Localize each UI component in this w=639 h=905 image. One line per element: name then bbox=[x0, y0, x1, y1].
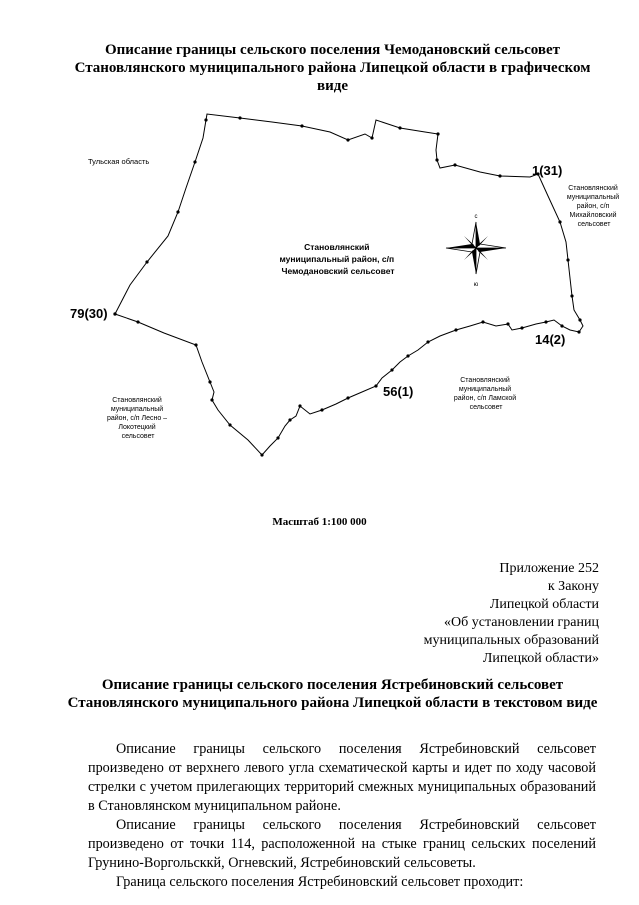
boundary-vertex bbox=[113, 312, 116, 315]
boundary-vertex bbox=[390, 368, 393, 371]
boundary-vertex bbox=[426, 340, 429, 343]
boundary-vertex bbox=[506, 322, 509, 325]
boundary-vertex bbox=[193, 160, 196, 163]
boundary-vertex bbox=[288, 418, 291, 421]
boundary-vertex bbox=[454, 328, 457, 331]
appendix-line: Приложение 252 bbox=[499, 561, 599, 576]
description-body bbox=[88, 740, 596, 892]
compass-south-label: ю bbox=[473, 282, 479, 288]
region-label-tula: Тульская область bbox=[88, 157, 150, 166]
appendix-line: Липецкой области» bbox=[482, 651, 599, 666]
text-description-title: Описание границы сельского поселения Ястребиновский сельсовет Становлянского муниципального района Липецкой области в текстовом виде bbox=[67, 677, 598, 711]
boundary-vertex bbox=[346, 138, 349, 141]
appendix-line: муниципальных образований bbox=[423, 633, 599, 648]
center-region-label: Становлянский муниципальный район, с/п Чемодановский сельсовет bbox=[279, 242, 395, 276]
appendix-line: Липецкой области bbox=[489, 597, 599, 612]
boundary-vertex bbox=[578, 318, 581, 321]
boundary-vertex bbox=[453, 163, 456, 166]
point-label-1: 1(31) bbox=[532, 163, 563, 178]
boundary-vertex bbox=[436, 132, 439, 135]
boundary-vertex bbox=[481, 320, 484, 323]
boundary-vertex bbox=[204, 118, 207, 121]
neighbor-label-lamskoy: Становлянский муниципальный район, с/п Ламской сельсовет bbox=[453, 377, 517, 411]
paragraph: Описание границы сельского поселения Ястребиновский сельсовет произведено от точки 114, расположенной на стыке границ сельских поселений Грунино-Воргольсккй, Огневский, Ястребиновский сельсоветы. bbox=[88, 817, 596, 871]
boundary-vertex bbox=[544, 320, 547, 323]
boundary-vertex bbox=[145, 260, 148, 263]
paragraph: Граница сельского поселения Ястребиновский сельсовет проходит: bbox=[116, 874, 524, 890]
appendix-reference bbox=[339, 560, 599, 668]
point-label-14: 14(2) bbox=[535, 332, 566, 347]
boundary-vertex bbox=[558, 220, 561, 223]
boundary-vertex bbox=[498, 174, 501, 177]
boundary-vertex bbox=[560, 324, 563, 327]
appendix-line: к Закону bbox=[547, 579, 599, 594]
compass-north-label: с bbox=[474, 214, 478, 220]
boundary-vertex bbox=[520, 326, 523, 329]
boundary-vertex bbox=[194, 343, 197, 346]
boundary-vertex bbox=[228, 423, 231, 426]
boundary-vertex bbox=[260, 453, 263, 456]
map-title: Описание границы сельского поселения Чемодановский сельсовет Становлянского муниципального района Липецкой области в графическом виде bbox=[74, 42, 591, 94]
boundary-vertex bbox=[577, 330, 580, 333]
boundary-vertex bbox=[300, 124, 303, 127]
boundary-vertex bbox=[374, 384, 377, 387]
boundary-vertex bbox=[276, 436, 279, 439]
point-label-79: 79(30) bbox=[70, 306, 108, 321]
point-label-56: 56(1) bbox=[383, 384, 414, 399]
boundary-vertex bbox=[298, 404, 301, 407]
boundary-vertex bbox=[210, 398, 213, 401]
boundary-vertex bbox=[208, 380, 211, 383]
paragraph: Описание границы сельского поселения Ястребиновский сельсовет произведено от верхнего левого угла схематической карты и идет по ходу часовой стрелки с учетом прилегающих территорий смежных муниципальных образований в Становлянском муниципальном районе. bbox=[88, 741, 596, 814]
boundary-vertex bbox=[406, 354, 409, 357]
boundary-vertex bbox=[176, 210, 179, 213]
boundary-vertex bbox=[570, 294, 573, 297]
boundary-line bbox=[115, 114, 583, 455]
neighbor-label-mikhaylovsky: Становлянский муниципальный район, с/п Михайловский сельсовет bbox=[566, 185, 620, 228]
appendix-line: «Об установлении границ bbox=[444, 615, 599, 630]
boundary-vertex bbox=[398, 126, 401, 129]
boundary-vertex bbox=[435, 158, 438, 161]
compass-rose-icon bbox=[446, 214, 506, 288]
boundary-vertices bbox=[113, 116, 581, 456]
neighbor-label-lesno-lokotetsky: Становлянский муниципальный район, с/п Лесно – Локотецкий сельсовет bbox=[106, 397, 168, 440]
boundary-vertex bbox=[370, 136, 373, 139]
boundary-vertex bbox=[320, 408, 323, 411]
boundary-vertex bbox=[136, 320, 139, 323]
map-scale: Масштаб 1:100 000 bbox=[272, 516, 367, 528]
boundary-vertex bbox=[238, 116, 241, 119]
boundary-vertex bbox=[566, 258, 569, 261]
boundary-vertex bbox=[346, 396, 349, 399]
